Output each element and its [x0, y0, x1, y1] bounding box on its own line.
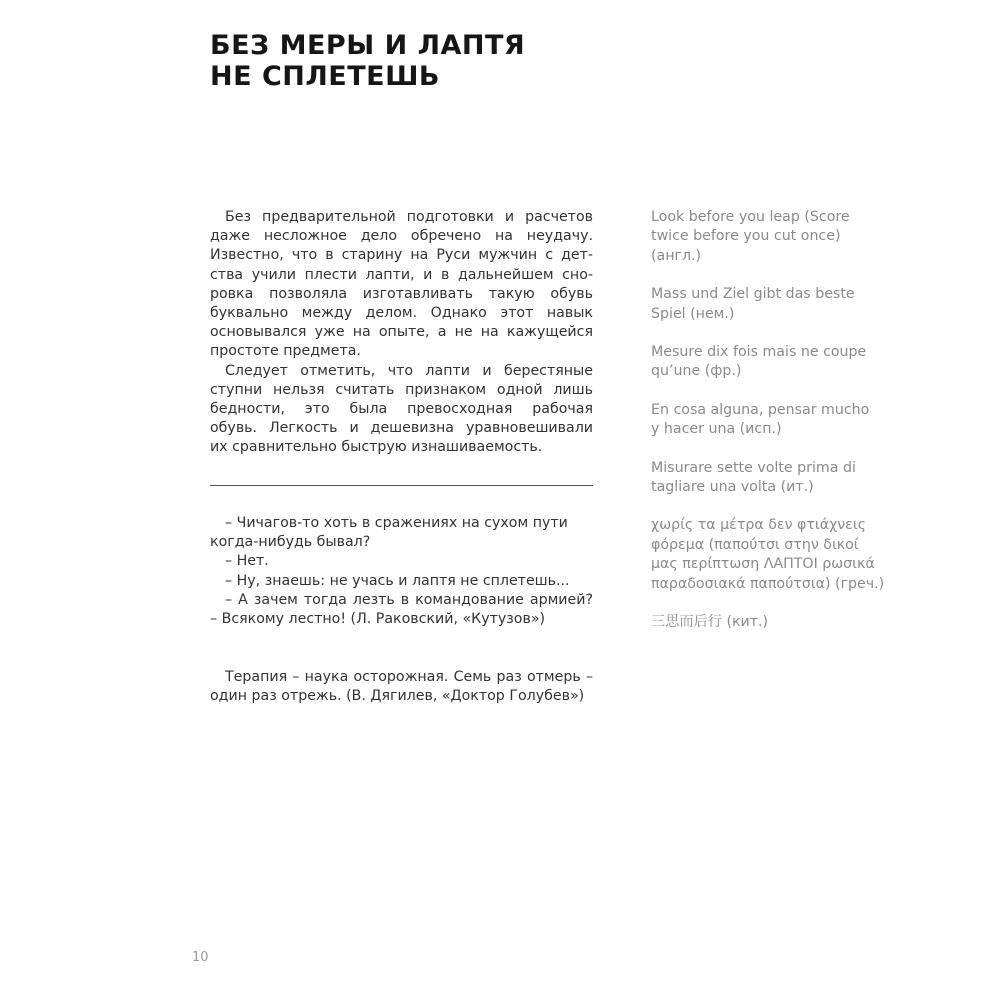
body-paragraph-2-line: ступни нельзя считать признаком одной лишь [210, 381, 593, 398]
body-paragraph-1-line: Без предварительной подготовки и расчетов [225, 209, 593, 225]
dialog-line: когда-нибудь бывал? [210, 534, 371, 551]
proverb-line: Mesure dix fois mais ne coupe [651, 344, 867, 361]
chapter-title-line-2: НЕ СПЛЕТЕШЬ [210, 61, 441, 92]
chapter-title-line-1: БЕЗ МЕРЫ И ЛАПТЯ [210, 30, 526, 61]
section-divider [210, 485, 593, 486]
body-paragraph-1-line: буквально между делом. Однако этот навык [210, 305, 593, 322]
chapter-title [210, 30, 630, 92]
proverb-line: y hacer una (исп.) [651, 421, 782, 438]
proverb-greek [651, 516, 896, 594]
body-paragraph-2-line: Следует отметить, что лапти и берестяные [225, 362, 593, 379]
dialog-quote [210, 514, 593, 629]
proverb-line: 三思而后行 (кит.) [651, 614, 769, 631]
proverb-line: (англ.) [651, 247, 702, 264]
proverb-spanish [651, 401, 896, 440]
body-text [210, 208, 593, 458]
proverb-french [651, 343, 896, 382]
body-paragraph-1-line: ровка позволяла изготавливать такую обувь [210, 285, 593, 302]
body-paragraph-1-line: простоте предмета. [210, 343, 361, 360]
proverb-line: φόρεμα (παπούτσι στην δικοί [651, 536, 859, 553]
body-paragraph-1 [210, 208, 593, 362]
therapy-quote [210, 668, 593, 706]
proverb-line: En cosa alguna, pensar mucho [651, 401, 870, 418]
therapy-quote-text: Терапия – наука осторожная. Семь раз отмерь – один раз отрежь. (В. Дягилев, «Доктор Голубев») [210, 669, 593, 705]
body-paragraph-1-line: даже несложное дело обречено на неудачу. [210, 228, 593, 245]
proverb-german [651, 285, 896, 324]
proverb-line: χωρίς τα μέτρα δεν φτιάχνεις [651, 517, 866, 534]
proverb-english [651, 208, 896, 266]
body-paragraph-2 [210, 362, 593, 458]
proverb-line: Spiel (нем.) [651, 305, 735, 322]
proverb-line: twice before you cut once) [651, 228, 841, 245]
proverb-line: tagliare una volta (ит.) [651, 479, 814, 496]
dialog-line: – А зачем тогда лезть в командование армией? – Всякому лестно! (Л. Раковский, «Кутузов») [210, 591, 593, 628]
proverb-line: Mass und Ziel gibt das beste [651, 286, 855, 303]
dialog-line: – Ну, знаешь: не учась и лаптя не сплетешь... [225, 572, 570, 589]
dialog-line: – Чичагов-то хоть в сражениях на сухом пути [225, 515, 568, 531]
proverb-line: Look before you leap (Score [651, 209, 850, 225]
body-paragraph-1-line: основывался уже на опыте, а не на кажущейся [210, 324, 593, 341]
proverb-chinese [651, 613, 896, 632]
proverb-line: qu’une (фр.) [651, 363, 742, 380]
dialog-line: – Нет. [225, 553, 269, 570]
proverb-line: παραδοσιακά παπούτσια) (греч.) [651, 575, 885, 592]
page-number: 10 [192, 950, 209, 965]
proverb-line: μας περίπτωση ΛΑΠΤΟΙ ρωσικά [651, 556, 875, 573]
proverb-italian [651, 459, 896, 498]
proverb-translations [651, 208, 896, 652]
body-paragraph-2-line: бедности, это была превосходная рабочая [210, 401, 593, 418]
body-paragraph-2-line: их сравнительно быструю изнашиваемость. [210, 439, 543, 456]
proverb-line: Misurare sette volte prima di [651, 459, 856, 476]
body-paragraph-2-line: обувь. Легкость и дешевизна уравновешивали [210, 420, 593, 437]
body-paragraph-1-line: Известно, что в старину на Руси мужчин с дет- [210, 247, 593, 264]
body-paragraph-1-line: ства учили плести лапти, и в дальнейшем сно- [210, 266, 593, 283]
